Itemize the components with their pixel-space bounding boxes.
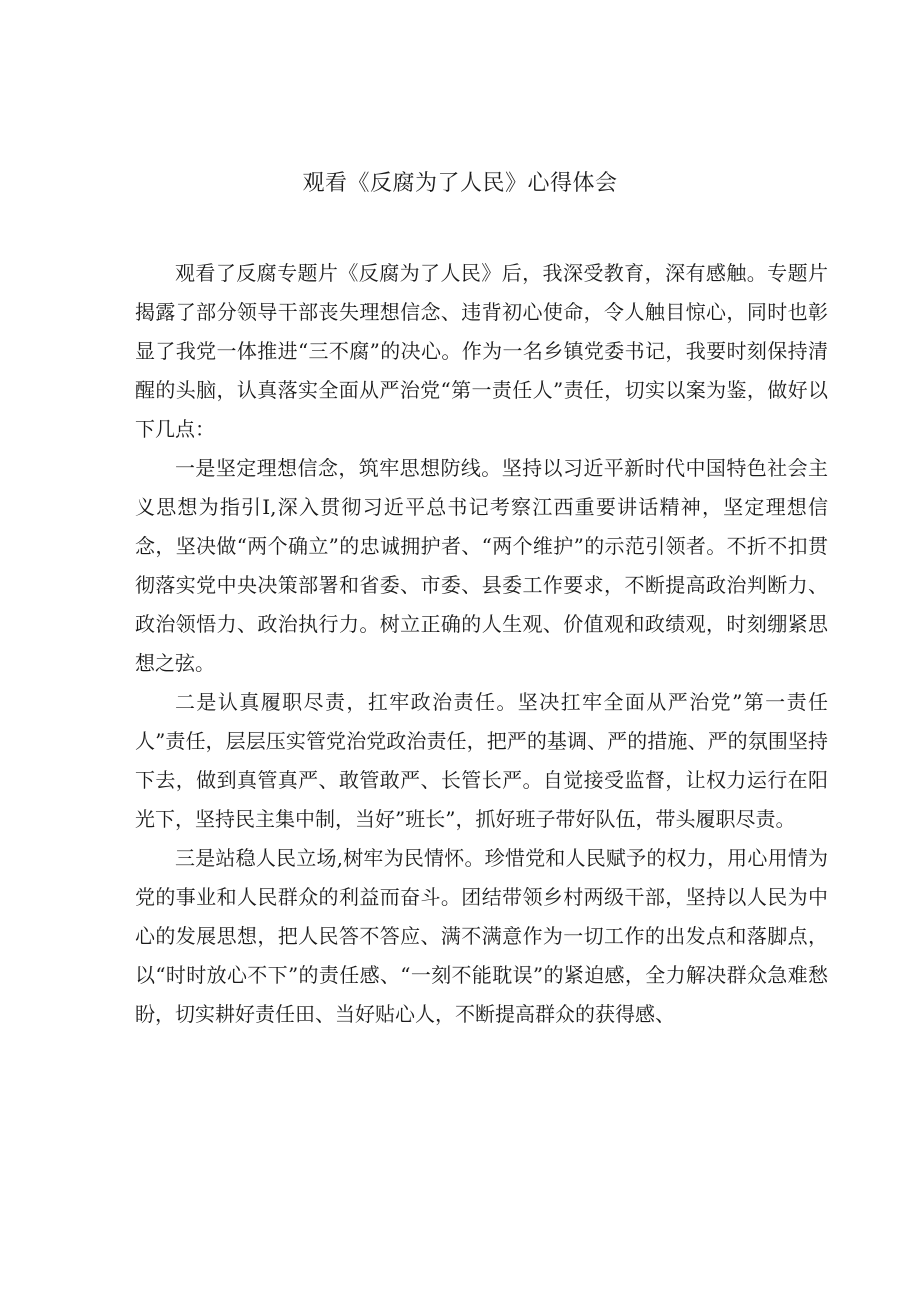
paragraph-point-three: 三是站稳人民立场,树牢为民情怀。珍惜党和人民赋予的权力，用心用情为党的事业和人民群众的利益而奋斗。团结带领乡村两级干部，坚持以人民为中心的发展思想，把人民答不答应、满不满意作为一切工作的出发点和落脚点，以“时时放心不下”的责任感、“一刻不能耽误”的紧迫感，全力解决群众急难愁盼，切实耕好责任田、当好贴心人，不断提高群众的获得感、 — [135, 846, 828, 1026]
document-title: 观看《反腐为了人民》心得体会 — [302, 171, 618, 196]
paragraph-point-two: 二是认真履职尽责，扛牢政治责任。坚决扛牢全面从严治党”第一责任人”责任，层层压实管党治党政治责任，把严的基调、严的措施、严的氛围坚持下去，做到真管真严、敢管敢严、长管长严。自觉接受监督，让权力运行在阳光下，坚持民主集中制，当好”班长”，抓好班子带好队伍，带头履职尽责。 — [135, 690, 828, 831]
document-body — [135, 254, 828, 1034]
paragraph-intro: 观看了反腐专题片《反腐为了人民》后，我深受教育，深有感触。专题片揭露了部分领导干部丧失理想信念、违背初心使命，令人触目惊心，同时也彰显了我党一体推进“三不腐”的决心。作为一名乡镇党委书记，我要时刻保持清醒的头脑，认真落实全面从严治党“第一责任人”责任，切实以案为鉴，做好以下几点： — [135, 261, 828, 441]
paragraph-point-one: 一是坚定理想信念，筑牢思想防线。坚持以习近平新时代中国特色社会主义思想为指引I,深入贯彻习近平总书记考察江西重要讲话精神，坚定理想信念，坚决做“两个确立”的忠诚拥护者、“两个维护”的示范引领者。不折不扣贯彻落实党中央决策部署和省委、市委、县委工作要求，不断提高政治判断力、政治领悟力、政治执行力。树立正确的人生观、价值观和政绩观，时刻绷紧思想之弦。 — [135, 456, 828, 675]
